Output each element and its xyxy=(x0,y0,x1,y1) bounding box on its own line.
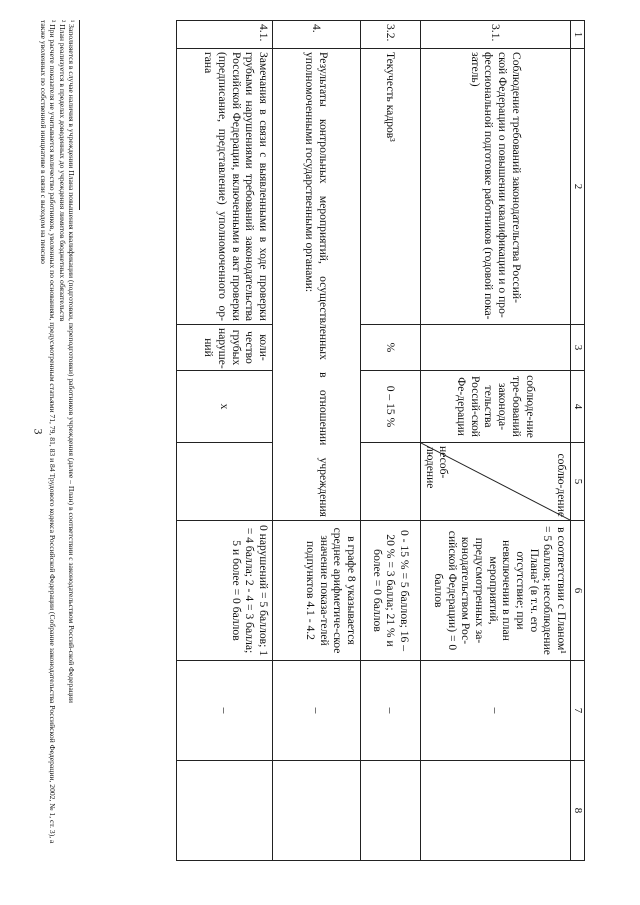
row-scale: в графе 8 указывается среднее арифметиче-ское значение показа-телей подпунктов 4.1 - 4.2 xyxy=(273,521,361,661)
row-col7: – xyxy=(177,661,273,761)
row-number: 3.1. xyxy=(421,21,571,49)
footnotes xyxy=(39,20,80,860)
row-norm: 0 – 15 % xyxy=(361,371,421,443)
row-text: Соблюдение требований законодательства Россий-ской Федерации о повышении квалификации и о про-фессиональной подготовке работников (годовой пока-затель) xyxy=(421,49,571,325)
row-norm: х xyxy=(177,371,273,443)
header-cell: 2 xyxy=(571,49,585,325)
row-unit xyxy=(421,325,571,371)
footnote-separator xyxy=(79,20,80,210)
header-cell: 1 xyxy=(571,21,585,49)
header-row xyxy=(571,21,585,861)
table-row-3-1 xyxy=(421,21,571,861)
row-text: Результаты контрольных мероприятий, осуществленных в отношении учреждения уполномоченными государственными органами: xyxy=(273,49,361,521)
row-col7: – xyxy=(421,661,571,761)
table-row-4-1 xyxy=(177,21,273,861)
table-row-4 xyxy=(273,21,361,861)
row-number: 3.2. xyxy=(361,21,421,49)
row-col8 xyxy=(421,761,571,861)
row-status-empty xyxy=(177,443,273,521)
row-scale: 0 нарушений = 5 баллов; 1 = 4 балла; 2 - 4 = 3 балла; 5 и более = 0 баллов xyxy=(177,521,273,661)
footnote-1: ¹ Заполняется в случае наличия в учреждении Плана повышения квалификации (подготовки, переподготовки) работников учреждения (далее – План) в соответствии с законодательством Россий-ской Федерации xyxy=(67,20,76,703)
row-col8 xyxy=(177,761,273,861)
header-cell: 5 xyxy=(571,443,585,521)
status-compliance: соблю-дение xyxy=(555,453,568,517)
row-col8 xyxy=(361,761,421,861)
header-cell: 8 xyxy=(571,761,585,861)
footnote-2: ² План реализуется в пределах доведенных до учреждения лимитов бюджетных обязательств xyxy=(57,20,67,322)
header-cell: 6 xyxy=(571,521,585,661)
row-status-split xyxy=(421,443,571,521)
row-number: 4. xyxy=(273,21,361,49)
row-col7: – xyxy=(361,661,421,761)
header-cell: 4 xyxy=(571,371,585,443)
row-unit: коли-чество грубых наруше-ний xyxy=(177,325,273,371)
header-cell: 3 xyxy=(571,325,585,371)
row-status-empty xyxy=(361,443,421,521)
row-text: Текучесть кадров³ xyxy=(361,49,421,325)
row-scale: в соответствии с Планом¹ = 5 баллов; несоблюдение Плана² (в т.ч. его отсутствие; при невключении в план мероприятий, предусмотренных за-конодательством Рос-сийской Федерации) = 0 баллов xyxy=(421,521,571,661)
row-text: Замечания в связи с выявленными в ходе проверки грубыми нарушениями требований законодательства Российской Федерации, включенными в акт проверки (предписание, представление) уполномоченного ор-гана xyxy=(177,49,273,325)
status-noncompliance: несоб-людение xyxy=(423,446,451,489)
row-scale: 0 - 15 % = 5 баллов; 16 – 20 % = 3 балла; 21 % и более = 0 баллов xyxy=(361,521,421,661)
indicators-table xyxy=(176,20,585,861)
row-norm: соблюде-ние тре-бований законода-тельства Россий-ской Фе-дерации xyxy=(421,371,571,443)
row-number: 4.1. xyxy=(177,21,273,49)
footnote-3: ³ При расчете показателя не учитывается количество работников, уволенных по основаниям, предусмотренным статьями 71, 79, 81, 83 и 84 Трудового кодекса Российской Федерации (Собрание законодательства Российской Федерации, 2002, № 1, ст. 3), а также уволенных по собственной инициативе в связи с выходом на пенсию xyxy=(39,20,58,844)
page-number: 3 xyxy=(31,428,46,435)
row-col8 xyxy=(273,761,361,861)
header-cell: 7 xyxy=(571,661,585,761)
row-unit: % xyxy=(361,325,421,371)
row-col7: – xyxy=(273,661,361,761)
table-row-3-2 xyxy=(361,21,421,861)
